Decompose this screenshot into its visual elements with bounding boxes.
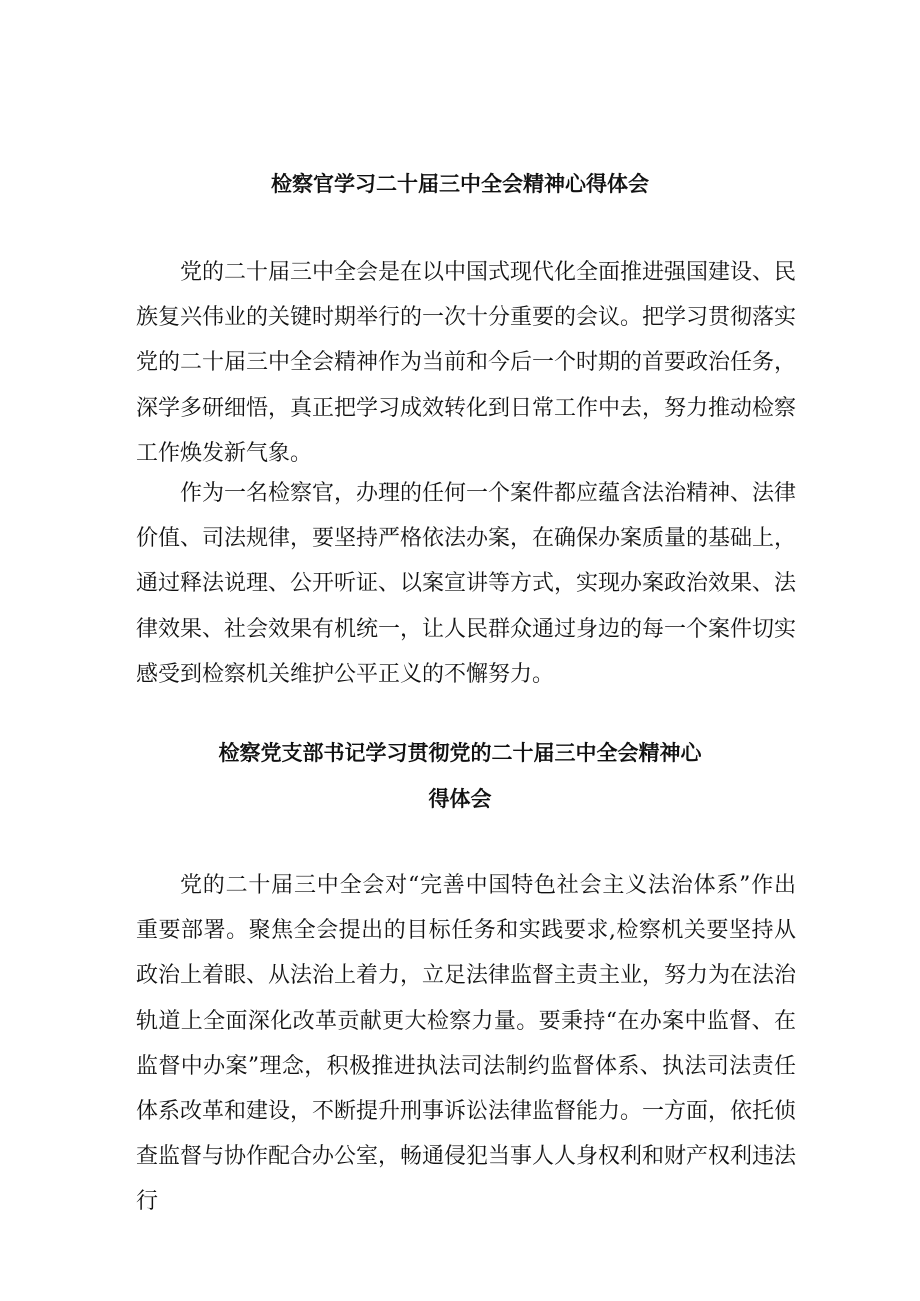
section1-title: 检察官学习二十届三中全会精神心得体会 <box>271 172 649 196</box>
section2-title-line-1: 检察党支部书记学习贯彻党的二十届三中全会精神心 <box>218 741 702 765</box>
section1-paragraph-2: 作为一名检察官，办理的任何一个案件都应蕴含法治精神、法律价值、司法规律，要坚持严格依法办案，在确保办案质量的基础上，通过释法说理、公开听证、以案宣讲等方式，实现办案政治效果、法律效果、社会效果有机统一，让人民群众通过身边的每一个案件切实感受到检察机关维护公平正义的不懈努力。 <box>136 481 797 687</box>
section2-paragraph-1: 党的二十届三中全会对“完善中国特色社会主义法治体系”作出重要部署。聚焦全会提出的目标任务和实践要求,检察机关要坚持从政治上着眼、从法治上着力，立足法律监督主责主业，努力为在法治轨道上全面深化改革贡献更大检察力量。要秉持“在办案中监督、在监督中办案”理念，积极推进执法司法制约监督体系、执法司法责任体系改革和建设，不断提升刑事诉讼法律监督能力。一方面，依托侦查监督与协作配合办公室，畅通侵犯当事人人身权利和财产权利违法行 <box>136 873 797 1215</box>
section1-paragraph-1: 党的二十届三中全会是在以中国式现代化全面推进强国建设、民族复兴伟业的关键时期举行的一次十分重要的会议。把学习贯彻落实党的二十届三中全会精神作为当前和今后一个时期的首要政治任务，深学多研细悟，真正把学习成效转化到日常工作中去，努力推动检察工作焕发新气象。 <box>136 260 797 466</box>
section2-title-line-2: 得体会 <box>428 787 492 811</box>
